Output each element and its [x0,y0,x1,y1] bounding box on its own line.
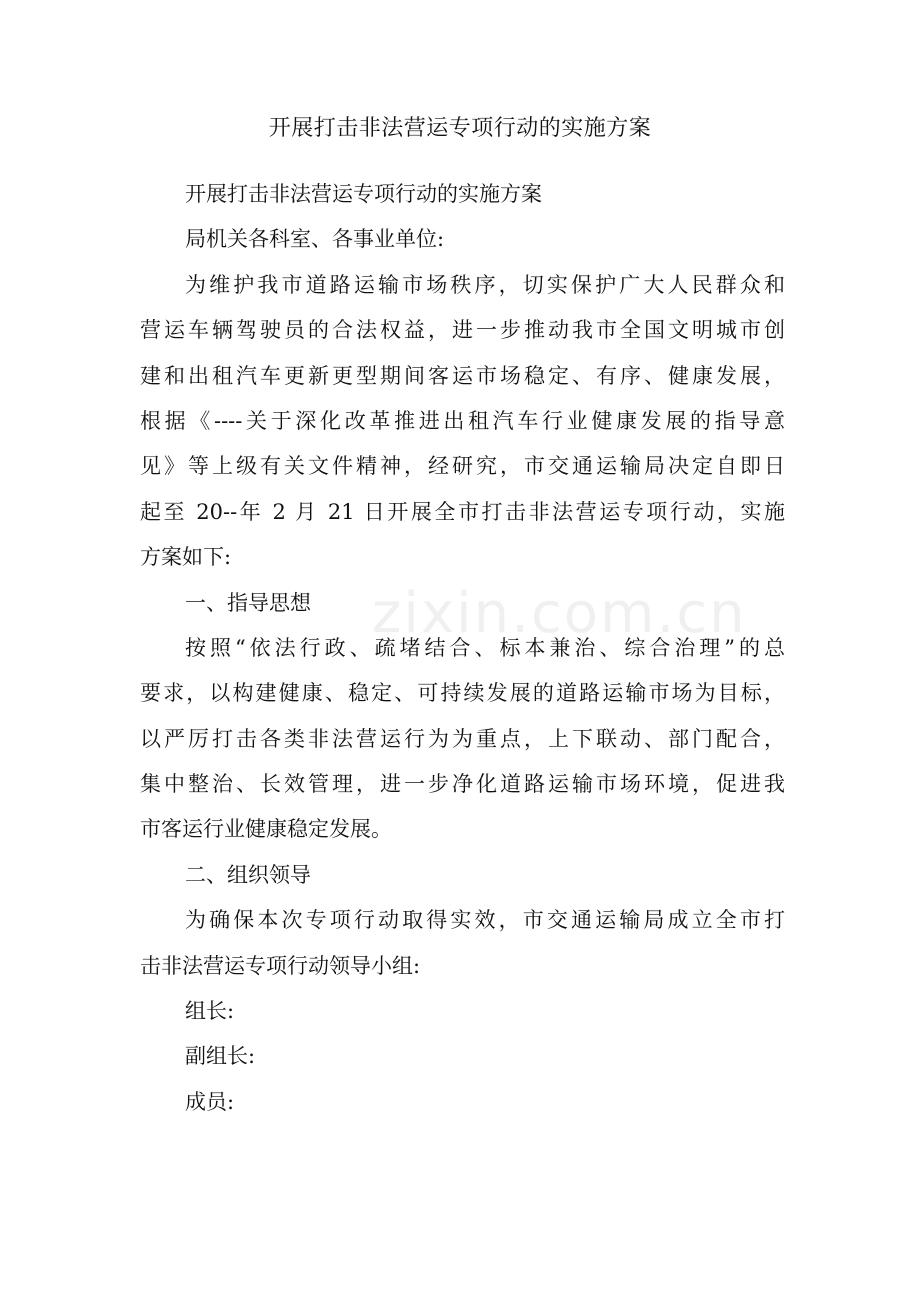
members-label: 成员: [185,1089,235,1114]
body-line: 建和出租汽车更新更型期间客运市场稳定、有序、健康发展， [140,363,785,388]
body-line: 起至 20--年 2 月 21 日开展全市打击非法营运专项行动，实施 [140,499,785,524]
team-leader-label: 组长: [185,999,235,1024]
body-line: 按照“依法行政、疏堵结合、标本兼治、综合治理”的总 [185,635,785,660]
watermark: zixin.com.cn [372,581,747,646]
document-title: 开展打击非法营运专项行动的实施方案 [268,116,652,141]
body-line-salutation: 局机关各科室、各事业单位: [185,227,445,252]
document-body [140,176,785,1129]
section-heading-organization: 二、组织领导 [185,862,311,887]
body-line: 要求，以构建健康、稳定、可持续发展的道路运输市场为目标， [140,681,785,706]
deputy-leader-label: 副组长: [185,1044,256,1069]
body-line: 市客运行业健康稳定发展。 [140,817,392,842]
body-line: 营运车辆驾驶员的合法权益，进一步推动我市全国文明城市创 [140,318,785,343]
body-line: 为确保本次专项行动取得实效，市交通运输局成立全市打 [185,908,785,933]
body-line: 为维护我市道路运输市场秩序，切实保护广大人民群众和 [185,272,785,297]
body-line: 方案如下: [140,545,232,570]
body-line: 集中整治、长效管理，进一步净化道路运输市场环境，促进我 [140,772,785,797]
body-line: 以严厉打击各类非法营运行为为重点，上下联动、部门配合， [140,726,785,751]
body-line: 击非法营运专项行动领导小组: [140,953,421,978]
section-heading-guiding-ideology: 一、指导思想 [185,590,311,615]
body-line: 见》等上级有关文件精神，经研究，市交通运输局决定自即日 [140,454,785,479]
body-line: 根据《----关于深化改革推进出租汽车行业健康发展的指导意 [140,408,785,433]
body-line-subtitle: 开展打击非法营运专项行动的实施方案 [185,182,542,206]
